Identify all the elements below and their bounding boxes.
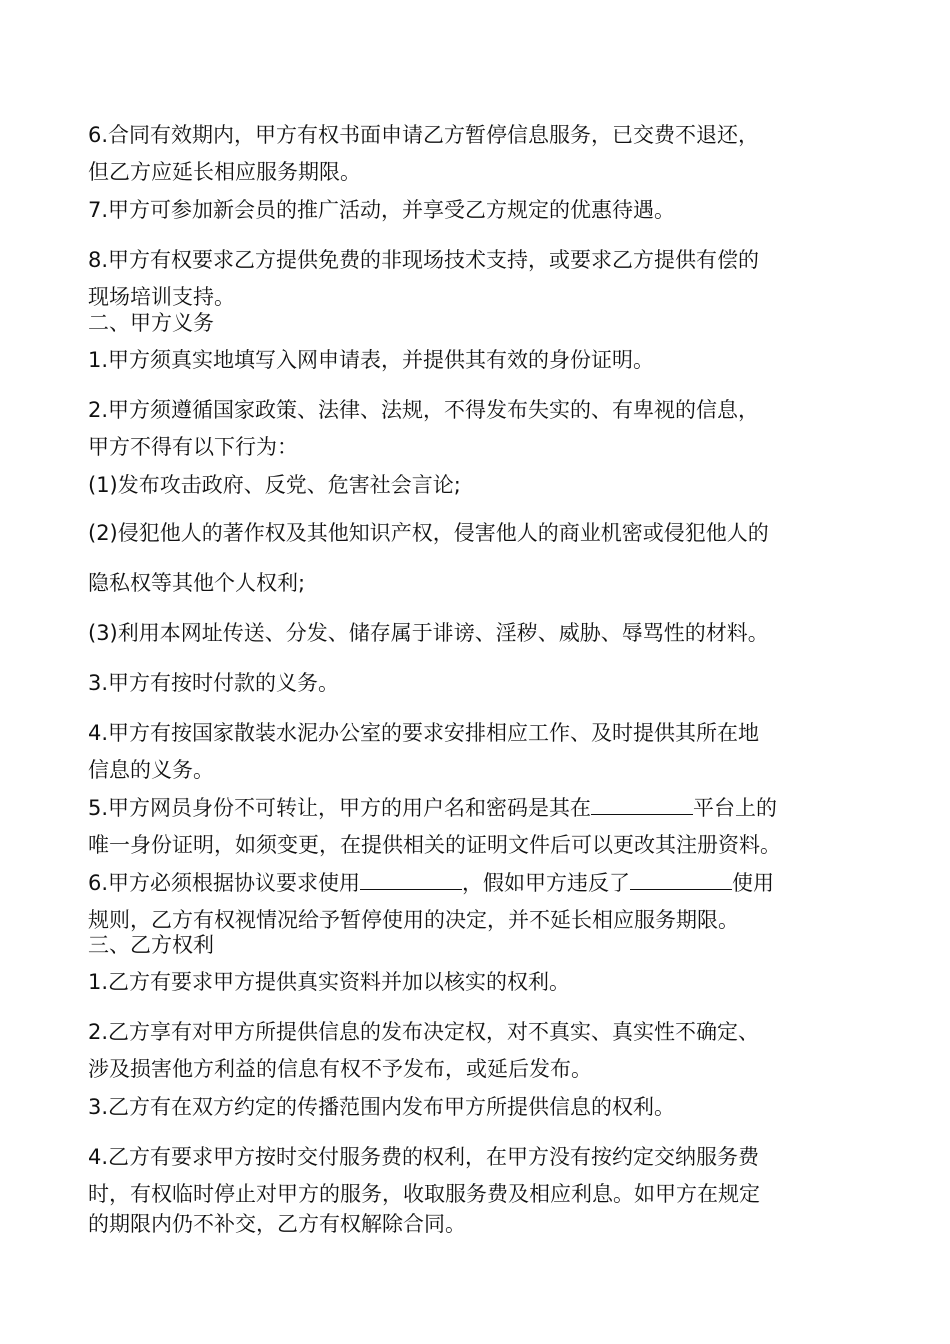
- clause-c-3: [88, 1089, 868, 1126]
- text-line: 6.合同有效期内，甲方有权书面申请乙方暂停信息服务，已交费不退还，: [88, 123, 760, 147]
- text-line: 时，有权临时停止对甲方的服务，收取服务费及相应利息。如甲方在规定: [88, 1182, 760, 1206]
- clause-b-5: [88, 790, 868, 864]
- text-line: (2)侵犯他人的著作权及其他知识产权，侵害他人的商业机密或侵犯他人的: [88, 521, 769, 545]
- text-line: 甲方不得有以下行为：: [88, 435, 298, 459]
- clause-b-2-3: [88, 615, 868, 652]
- clause-c-4: [88, 1139, 868, 1243]
- clause-a-6: [88, 117, 868, 191]
- section-heading-rights: [88, 927, 868, 964]
- text-line: 4.甲方有按国家散装水泥办公室的要求安排相应工作、及时提供其所在地: [88, 721, 760, 745]
- clause-b-2-2b: [88, 565, 868, 602]
- text-line: 8.甲方有权要求乙方提供免费的非现场技术支持，或要求乙方提供有偿的: [88, 248, 760, 272]
- fill-in-blank[interactable]: [360, 867, 462, 890]
- text-segment: ，假如甲方违反了: [462, 871, 631, 895]
- text-line: 隐私权等其他个人权利;: [88, 571, 306, 595]
- clause-b-2-1: [88, 467, 868, 504]
- clause-c-1: [88, 964, 868, 1001]
- text-line: 3.乙方有在双方约定的传播范围内发布甲方所提供信息的权利。: [88, 1095, 676, 1119]
- text-line: [88, 865, 868, 902]
- text-line: 的期限内仍不补交，乙方有权解除合同。: [88, 1212, 466, 1236]
- text-line: (3)利用本网址传送、分发、储存属于诽谤、淫秽、威胁、辱骂性的材料。: [88, 621, 769, 645]
- text-line: 4.乙方有要求甲方按时交付服务费的权利，在甲方没有按约定交纳服务费: [88, 1145, 760, 1169]
- text-line: 信息的义务。: [88, 758, 214, 782]
- text-line: 1.甲方须真实地填写入网申请表，并提供其有效的身份证明。: [88, 348, 655, 372]
- text-segment: 平台上的: [693, 796, 778, 820]
- text-line: 规则，乙方有权视情况给予暂停使用的决定，并不延长相应服务期限。: [88, 908, 739, 932]
- text-line: 1.乙方有要求甲方提供真实资料并加以核实的权利。: [88, 970, 571, 994]
- text-line: 2.乙方享有对甲方所提供信息的发布决定权，对不真实、真实性不确定、: [88, 1020, 760, 1044]
- text-segment: 5.甲方网员身份不可转让，甲方的用户名和密码是其在: [88, 796, 592, 820]
- section-heading-obligations: [88, 305, 868, 342]
- text-line: 涉及损害他方利益的信息有权不予发布，或延后发布。: [88, 1057, 592, 1081]
- clause-b-1: [88, 342, 868, 379]
- clause-b-3: [88, 665, 868, 702]
- text-segment: 使用: [732, 871, 775, 895]
- fill-in-blank[interactable]: [630, 867, 732, 890]
- text-line: (1)发布攻击政府、反党、危害社会言论;: [88, 473, 461, 497]
- heading-text: 三、乙方权利: [88, 933, 214, 957]
- clause-b-4: [88, 715, 868, 789]
- text-line: [88, 790, 868, 827]
- clause-a-7: [88, 192, 868, 229]
- text-line: 现场培训支持。: [88, 285, 235, 309]
- clause-c-2: [88, 1014, 868, 1088]
- text-line: 唯一身份证明，如须变更，在提供相关的证明文件后可以更改其注册资料。: [88, 833, 781, 857]
- heading-text: 二、甲方义务: [88, 311, 214, 335]
- fill-in-blank[interactable]: [591, 792, 693, 815]
- text-line: 2.甲方须遵循国家政策、法律、法规，不得发布失实的、有卑视的信息，: [88, 398, 760, 422]
- clause-b-2: [88, 392, 868, 466]
- clause-b-2-2a: [88, 515, 868, 552]
- text-line: 3.甲方有按时付款的义务。: [88, 671, 340, 695]
- text-line: 7.甲方可参加新会员的推广活动，并享受乙方规定的优惠待遇。: [88, 198, 676, 222]
- text-line: 但乙方应延长相应服务期限。: [88, 160, 361, 184]
- text-segment: 6.甲方必须根据协议要求使用: [88, 871, 361, 895]
